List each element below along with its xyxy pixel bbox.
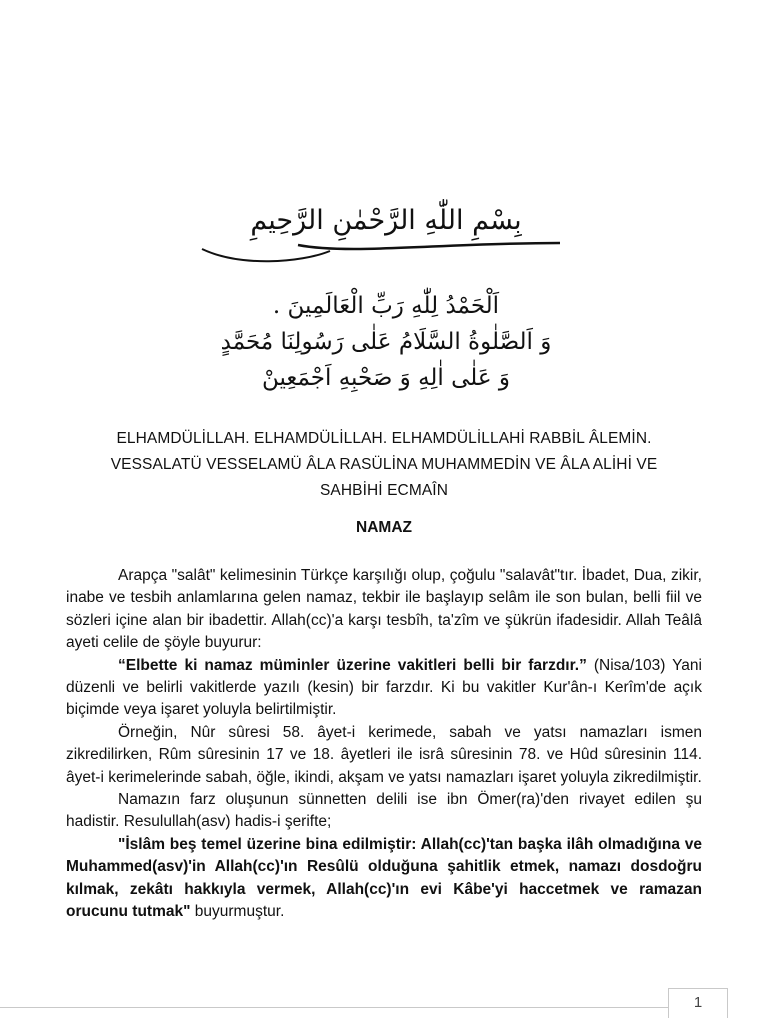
paragraph — [66, 834, 702, 924]
intro-line: SAHBİHİ ECMAÎN — [319, 482, 448, 499]
basmala-calligraphy — [180, 203, 592, 265]
intro-heading — [66, 426, 702, 504]
arabic-dua — [160, 288, 612, 396]
paragraph — [66, 655, 702, 722]
footer-divider — [0, 1007, 668, 1008]
body-text — [66, 565, 702, 924]
dua-line: اَلْحَمْدُ لِلّٰهِ رَبِّ الْعَالَمِينَ . — [272, 293, 500, 319]
dua-line: وَ اَلصَّلٰوةُ السَّلَامُ عَلٰى رَسُولِنَا مُحَمَّدٍ — [220, 329, 552, 355]
hadith-bold: "İslâm beş temel üzerine bina edilmiştir: Allah(cc)'tan başka ilâh olmadığına ve Muhammed(asv)'in Allah(cc)'ın Resûlü olduğuna şahitlik etmek, namazı dosdoğru kılmak, zekâtı hakkıyla vermek, Allah(cc)'ın evi Kâbe'yi haccetmek ve ramazan orucunu tutmak" — [66, 835, 702, 921]
quote-bold: “Elbette ki namaz müminler üzerine vakitleri belli bir farzdır.” — [118, 656, 587, 674]
paragraph-text: (Nisa/103) Yani düzenli ve belirli vakitlerde yazılı (kesin) bir farzdır. Ki bu vakitler Kur'ân-ı Kerîm'de açık biçimde veya işaret yoluyla belirtilmiştir. — [66, 656, 702, 719]
dua-line: وَ عَلٰى اٰلِهِ وَ صَحْبِهِ اَجْمَعِينْ — [261, 365, 511, 391]
paragraph: Örneğin, Nûr sûresi 58. âyet-i kerimede, sabah ve yatsı namazları ismen zikredilirken, Rûm sûresinin 17 ve 18. âyetleri ile isrâ sûresinin 78. ve Hûd sûresinin 114. âyet-i kerimelerinde sabah, öğle, ikindi, akşam ve yatsı namazları işaret yoluyla zikredilmiştir. — [66, 723, 702, 786]
paragraph: Arapça "salât" kelimesinin Türkçe karşılığı olup, çoğulu "salavât"tır. İbadet, Dua, zikir, inabe ve tesbih anlamlarına gelen namaz, tekbir ile başlayıp selâm ile son bulan, belli fiil ve sözleri içine alan bir ibadettir. Allah(cc)'a karşı tesbîh, ta'zîm ve şükrün ifadesidir. Allah Teâlâ ayeti celile de şöyle buyurur: — [66, 567, 702, 652]
basmala-text: بِسْمِ اللّٰهِ الرَّحْمٰنِ الرَّحِيمِ — [250, 205, 522, 236]
paragraph: Namazın farz oluşunun sünnetten delili ise ibn Ömer(ra)'den rivayet edilen şu hadistir. Resulullah(asv) hadis-i şerifte; — [66, 791, 702, 831]
paragraph-text: buyurmuştur. — [190, 903, 285, 921]
intro-line: VESSALATÜ VESSELAMÜ ÂLA RASÜLİNA MUHAMMEDİN VE ÂLA ALİHİ VE — [110, 456, 658, 473]
section-title: NAMAZ — [356, 519, 412, 536]
page-number: 1 — [668, 988, 728, 1018]
intro-line: ELHAMDÜLİLLAH. ELHAMDÜLİLLAH. ELHAMDÜLİLLAHİ RABBİL ÂLEMİN. — [116, 430, 652, 447]
